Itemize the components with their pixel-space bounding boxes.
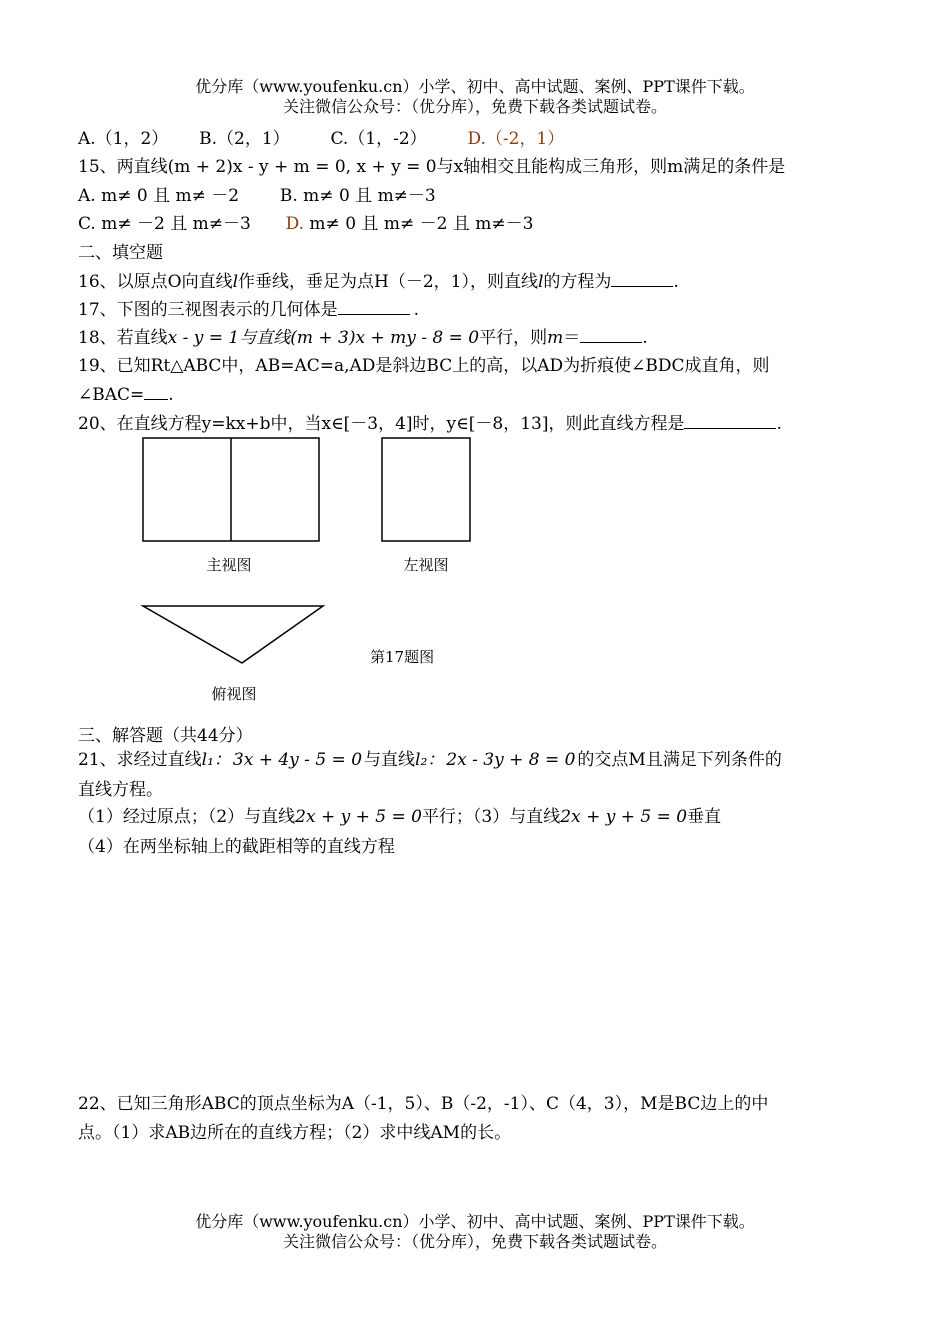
- q22-question-line-1: 22、已知三角形ABC的顶点坐标为A（-1，5）、B（-2，-1）、C（4，3），M是BC边上的中: [78, 1094, 769, 1114]
- q20-end: .: [776, 414, 782, 434]
- q14-option-b: B.（2，1）: [199, 129, 290, 149]
- q17-end: .: [413, 300, 420, 320]
- section-fill-in: 二、填空题: [78, 243, 163, 263]
- top-view-label: 俯视图: [211, 685, 257, 703]
- side-view-label: 左视图: [403, 556, 449, 574]
- q20-text: 20、在直线方程y=kx+b中，当x∈[－3，4]时，y∈[－8，13]，则此直线方程是: [78, 414, 685, 434]
- q21-part-3: 平行；（3）与直线: [421, 807, 561, 827]
- q16-line-l: l: [232, 272, 239, 292]
- q21-equation-4: 2x + y + 5 = 0: [560, 807, 688, 827]
- footer-line-1: 优分库（www.youfenku.cn）小学、初中、高中试题、案例、PPT课件下载。: [195, 1212, 755, 1231]
- q21-equation-2: 2x - 3y + 8 = 0: [446, 750, 576, 770]
- q19-text: ∠BAC=: [78, 385, 145, 405]
- front-view-label: 主视图: [206, 556, 252, 574]
- q18-equation: x - y = 1与直线(m + 3)x + my - 8 = 0: [167, 328, 480, 348]
- q18-end: .: [642, 328, 648, 348]
- q17-text: 17、下图的三视图表示的几何体是: [78, 300, 338, 320]
- q18-var-m: m: [547, 328, 564, 348]
- q16-text-mid: 作垂线，垂足为点H（－2，1），则直线: [238, 272, 538, 292]
- footer-line-2: 关注微信公众号：（优分库），免费下载各类试题试卷。: [282, 1232, 667, 1251]
- q14-option-c: C.（1，-2）: [330, 129, 427, 149]
- q15-option-b: B. m≠ 0 且 m≠－3: [279, 186, 436, 206]
- q18-text-pre: 18、若直线: [78, 328, 168, 348]
- q21-text-post: 的交点M且满足下列条件的: [577, 750, 782, 770]
- q16-line-l-2: l: [537, 272, 544, 292]
- q21-line-l1: l₁：: [201, 750, 231, 770]
- q15-option-a: A. m≠ 0 且 m≠ －2: [78, 186, 240, 206]
- q16-end: .: [673, 272, 679, 292]
- q21-question-line-3: [78, 806, 721, 828]
- q21-text-mid: 与直线: [364, 750, 416, 770]
- q15-question: 15、两直线(m + 2)x - y + m = 0, x + y = 0与x轴相交且能构成三角形，则m满足的条件是: [78, 157, 786, 177]
- q21-line-l2: l₂：: [415, 750, 445, 770]
- q21-question-line-2: 直线方程。: [78, 780, 163, 800]
- q21-part-3-end: 垂直: [687, 807, 722, 827]
- header-line-1: 优分库（www.youfenku.cn）小学、初中、高中试题、案例、PPT课件下载。: [195, 77, 755, 96]
- q19-end: .: [168, 385, 174, 405]
- q15-option-c: C. m≠ －2 且 m≠－3: [78, 214, 251, 234]
- q21-question-line-1: [78, 749, 782, 771]
- q21-text-pre: 21、求经过直线: [78, 750, 202, 770]
- q16-text-pre: 16、以原点O向直线: [78, 272, 233, 292]
- q21-equation-1: 3x + 4y - 5 = 0: [232, 750, 363, 770]
- q18-equals: ＝: [563, 328, 581, 348]
- top-view-triangle: [143, 606, 323, 663]
- q21-equation-3: 2x + y + 5 = 0: [295, 807, 422, 827]
- q18-text-mid: 平行，则: [479, 328, 548, 348]
- q21-question-line-4: （4）在两坐标轴上的截距相等的直线方程: [78, 837, 395, 857]
- q21-part-1-2: （1）经过原点；（2）与直线: [78, 807, 296, 827]
- side-view-outline: [382, 438, 470, 541]
- q14-option-d: D.（-2，1）: [467, 129, 565, 149]
- header-line-2: 关注微信公众号：（优分库），免费下载各类试题试卷。: [282, 97, 667, 116]
- q15-option-d-prefix: D.: [285, 214, 305, 234]
- section-answer-questions: 三、解答题（共44分）: [78, 726, 253, 746]
- q14-option-a: A.（1，2）: [78, 129, 169, 149]
- q16-text-post: 的方程为: [543, 272, 612, 292]
- q15-option-d: D. m≠ 0 且 m≠ －2 且 m≠－3: [285, 214, 534, 234]
- q22-question-line-2: 点。（1）求AB边所在的直线方程；（2）求中线AM的长。: [78, 1123, 512, 1143]
- q19-question-line-1: 19、已知Rt△ABC中，AB=AC=a,AD是斜边BC上的高，以AD为折痕使∠BDC成直角，则: [78, 356, 770, 376]
- figure-17-caption: 第17题图: [370, 648, 435, 666]
